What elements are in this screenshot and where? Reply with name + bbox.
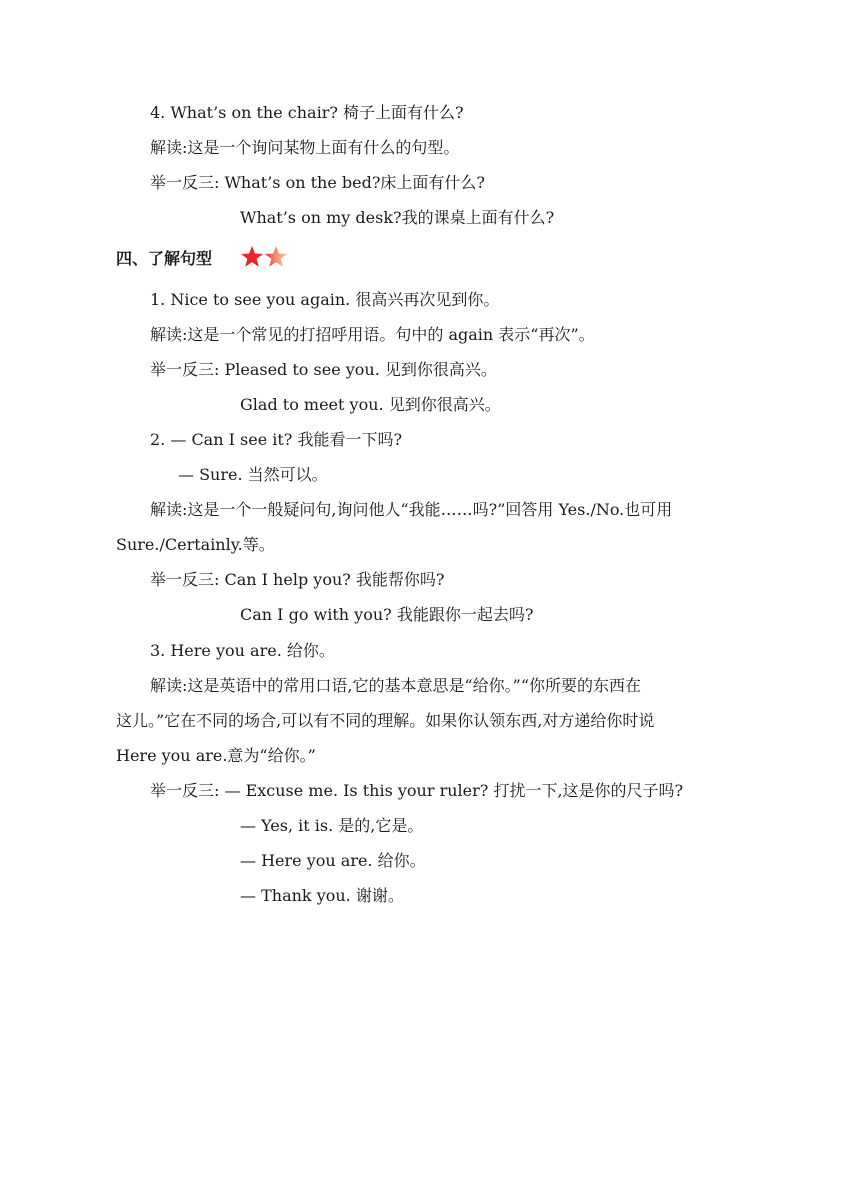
item4-example-2: What’s on my desk?我的课桌上面有什么? [240, 208, 555, 227]
item3-example-3: — Here you are. 给你。 [240, 851, 426, 870]
item3-explanation-line1: 解读:这是英语中的常用口语,它的基本意思是“给你。”“你所要的东西在 [150, 676, 642, 695]
item2-example-2: Can I go with you? 我能跟你一起去吗? [240, 605, 534, 624]
item1-sentence: 1. Nice to see you again. 很高兴再次见到你。 [150, 290, 500, 309]
item1-example-2: Glad to meet you. 见到你很高兴。 [240, 395, 501, 414]
item3-example-2: — Yes, it is. 是的,它是。 [240, 816, 424, 835]
item2-example-1: 举一反三: Can I help you? 我能帮你吗? [150, 570, 445, 589]
item4-explanation: 解读:这是一个询问某物上面有什么的句型。 [150, 138, 460, 157]
item2-explanation-line2: Sure./Certainly.等。 [116, 535, 275, 554]
item4-example-1: 举一反三: What’s on the bed?床上面有什么? [150, 173, 486, 192]
item3-example-1: 举一反三: — Excuse me. Is this your ruler? 打扰一下,这是你的尺子吗? [150, 781, 684, 800]
full-star-icon [241, 246, 263, 267]
item3-explanation-line2: 这儿。”它在不同的场合,可以有不同的理解。如果你认领东西,对方递给你时说 [116, 711, 655, 730]
section-heading: 四、了解句型 [116, 249, 213, 268]
item2-explanation-line1: 解读:这是一个一般疑问句,询问他人“我能……吗?”回答用 Yes./No.也可用 [150, 500, 673, 519]
item3-sentence: 3. Here you are. 给你。 [150, 641, 335, 660]
item4-sentence: 4. What’s on the chair? 椅子上面有什么? [150, 103, 464, 122]
item3-example-4: — Thank you. 谢谢。 [240, 886, 404, 905]
item1-example-1: 举一反三: Pleased to see you. 见到你很高兴。 [150, 360, 497, 379]
item2-answer: — Sure. 当然可以。 [178, 465, 328, 484]
half-star-icon [265, 246, 287, 267]
star-rating-icon [240, 244, 290, 270]
item2-question: 2. — Can I see it? 我能看一下吗? [150, 430, 403, 449]
item1-explanation: 解读:这是一个常见的打招呼用语。句中的 again 表示“再次”。 [150, 325, 595, 344]
item3-explanation-line3: Here you are.意为“给你。” [116, 746, 316, 765]
